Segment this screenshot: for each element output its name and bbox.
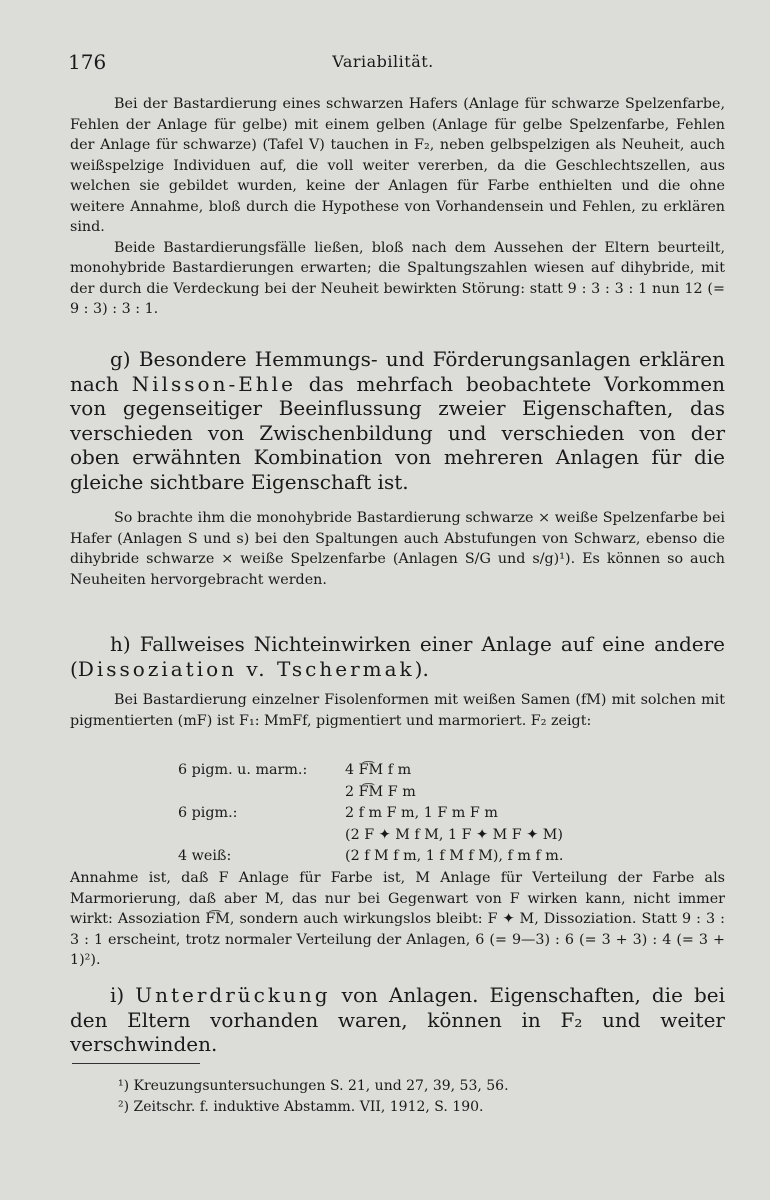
scheme-row (70, 803, 725, 825)
scheme-label: 4 weiß: (178, 848, 232, 864)
paragraph-block-1 (70, 94, 725, 320)
paragraph-hemmung-example (70, 508, 725, 590)
section-i (70, 983, 725, 1057)
scheme-value: 2 f m F m, 1 F m F m (345, 805, 498, 821)
scheme-value: (2 f M f m, 1 f M f M), f m f m. (345, 848, 564, 864)
page-header (68, 50, 698, 74)
scheme-value: (2 F ✦ M f M, 1 F ✦ M F ✦ M) (345, 826, 563, 843)
section-g-start: g) Besondere Hemmungs- und Förderungsanlagen erklären nach (70, 347, 725, 396)
paragraph-spaltungszahlen: Beide Bastardierungsfälle ließen, bloß nach dem Aussehen der Eltern beurteilt, monohybride Bastardierungen erwarten; die Spaltungszahlen wiesen auf dihybride, mit der durch die Verdeckung bei der Neuheit bewirkten Störung: statt 9 : 3 : 3 : 1 nun 12 (= 9 : 3) : 3 : 1. (70, 239, 725, 317)
paragraph-hafer: Bei der Bastardierung eines schwarzen Hafers (Anlage für schwarze Spelzenfarbe, Fehlen der Anlage für gelbe) mit einem gelben (Anlage für gelbe Spelzenfarbe, Fehlen der Anlage für schwarze) (Tafel V) tauchen in F₂, neben gelbspelzigen als Neuheit, auch weißspelzige Individuen auf, die voll weiter vererben, da die Geschlechtszellen, aus welchen sie gebildet wurden, keine der Anlagen für Farbe enthielten und die ohne weitere Annahme, bloß durch die Hypothese von Vorhandensein und Fehlen, zu erklären sind. (70, 96, 725, 235)
paragraph-annahme: Annahme ist, daß F Anlage für Farbe ist, M Anlage für Verteilung der Farbe als Marmorierung, daß aber M, das nur bei Gegenwart von F wirken kann, nicht immer wirkt: Assoziation F͡M, sondern auch wirkungslos bleibt: F ✦ M, Dissoziation. Statt 9 : 3 : 3 : 1 erscheint, trotz normaler Verteilung der Anlagen, 6 (= 9—3) : 6 (= 3 + 3) : 4 (= 3 + 1)²). (70, 870, 725, 968)
paragraph-fisolen: Bei Bastardierung einzelner Fisolenformen mit weißen Samen (fM) mit solchen mit pigmentierten (mF) ist F₁: MmFf, pigmentiert und marmoriert. F₂ zeigt: (70, 692, 725, 729)
section-g-text (70, 347, 725, 495)
scheme-row (70, 846, 725, 868)
scheme-value: 2 F͡M F m (345, 783, 416, 800)
author-name: Nilsson-Ehle (131, 371, 296, 396)
scheme-row (70, 825, 725, 847)
footnote-rule (72, 1063, 200, 1064)
section-h (70, 632, 725, 681)
segregation-scheme (70, 760, 725, 868)
scheme-label: 6 pigm. u. marm.: (178, 762, 308, 778)
paragraph-block-2 (70, 508, 725, 590)
footnote: ¹) Kreuzungsuntersuchungen S. 21, und 27, 39, 53, 56. (118, 1078, 509, 1094)
running-head: Variabilität. (332, 52, 434, 71)
scheme-row (70, 760, 725, 782)
section-h-end: ). (414, 656, 429, 681)
scheme-value: 4 F͡M f m (345, 762, 412, 778)
footnote: ²) Zeitschr. f. induktive Abstamm. VII, 1912, S. 190. (118, 1099, 484, 1115)
page-number: 176 (68, 50, 107, 74)
paragraph-block-3 (70, 690, 725, 731)
paragraph-block-4 (70, 868, 725, 971)
section-h-start: h) Fallweises Nichteinwirken einer Anlage auf eine andere ( (70, 632, 725, 681)
paragraph-hemmung-b: Es können so auch Neuheiten hervorgebracht werden. (70, 551, 726, 588)
section-i-text (70, 983, 725, 1057)
section-h-term: Dissoziation v. Tschermak (77, 656, 415, 681)
section-i-rest: von Anlagen. Eigenschaften, die bei den Eltern vorhanden waren, können in F₂ und weiter verschwinden. (70, 983, 725, 1057)
section-g (70, 347, 725, 495)
section-g-rest: das mehrfach beobachtete Vorkommen von gegenseitiger Beeinflussung zweier Eigenschaften, das verschieden von Zwischenbildung und verschieden von der oben erwähnten Kombination von mehreren Anlagen für die gleiche sichtbare Eigenschaft ist. (70, 371, 726, 494)
scheme-label: 6 pigm.: (178, 805, 238, 821)
scheme-row (70, 782, 725, 804)
section-i-start: i) (110, 983, 125, 1007)
paragraph-hemmung-a: So brachte ihm die monohybride Bastardierung schwarze × weiße Spelzenfarbe bei Hafer (Anlagen S und s) bei den Spaltungen auch Abstufungen von Schwarz, ebenso die dihybride schwarze × weiße Spelzenfarbe (Anlagen S/G und s/g)¹). (70, 510, 725, 567)
section-h-text (70, 632, 725, 681)
section-i-term: Unterdrückung (135, 983, 331, 1007)
